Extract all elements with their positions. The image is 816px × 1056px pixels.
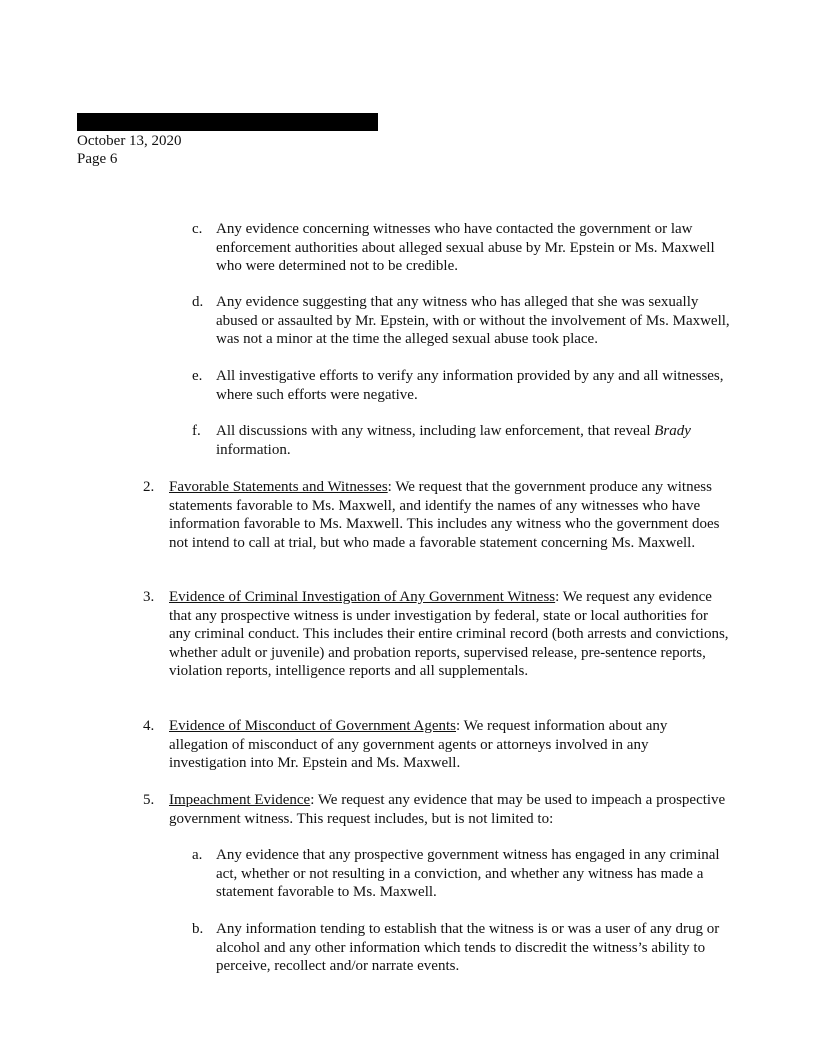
- section-heading: Evidence of Misconduct of Government Agents: [169, 718, 457, 734]
- brady-italic: Brady: [654, 423, 691, 439]
- list-item-text: Any evidence suggesting that any witness who has alleged that she was sexually abused or assaulted by Mr. Epstein, with or without the involvement of Ms. Maxwell, was not a minor at the time the alleged sexual abuse took place.: [216, 294, 730, 347]
- list-marker: 5.: [143, 792, 155, 808]
- list-item-e: [192, 367, 732, 404]
- section-text: : We request any evidence that any prospective witness is under investigation by federal, state or local authorities for any criminal conduct. This includes their entire criminal record (both arrests and convictions, whether adult or juvenile) and probation reports, supervised release, pre-sentence reports, violation reports, intelligence reports and all supplementals.: [169, 589, 729, 679]
- list-marker: d.: [192, 294, 204, 310]
- list-item-3: [143, 588, 729, 681]
- text-before: All discussions with any witness, including law enforcement, that reveal: [216, 423, 655, 439]
- list-marker: a.: [192, 847, 203, 863]
- list-item-5: [143, 791, 729, 828]
- list-item-text: All investigative efforts to verify any information provided by any and all witnesses, where such efforts were negative.: [216, 368, 724, 403]
- list-item-text: [169, 478, 729, 552]
- list-item-2: [143, 478, 729, 552]
- section-heading: Evidence of Criminal Investigation of Any Government Witness: [169, 589, 556, 605]
- redaction-bar: [77, 113, 378, 131]
- text-after: information.: [216, 441, 291, 458]
- list-item-c: [192, 220, 732, 276]
- list-item-b: [192, 920, 730, 976]
- list-marker: e.: [192, 368, 203, 384]
- list-item-text: Any information tending to establish that the witness is or was a user of any drug or alcohol and any other information which tends to discredit the witness’s ability to perceive, recollect and/or narrate events.: [216, 921, 720, 974]
- list-marker: b.: [192, 921, 204, 937]
- list-marker: 4.: [143, 718, 155, 734]
- list-marker: f.: [192, 423, 201, 439]
- list-marker: c.: [192, 221, 203, 237]
- section-text: : We request information about any allegation of misconduct of any government agents or attorneys involved in any investigation into Mr. Epstein and Ms. Maxwell.: [169, 718, 668, 771]
- list-item-text: [169, 588, 729, 681]
- list-item-text: [216, 422, 732, 459]
- list-item-4: [143, 717, 729, 773]
- section-text: : We request any evidence that may be used to impeach a prospective government witness. This request includes, but is not limited to:: [169, 792, 726, 827]
- section-text: : We request that the government produce any witness statements favorable to Ms. Maxwell, and identify the names of any witnesses who have information favorable to Ms. Maxwell. This includes any witness who the government does not intend to call at trial, but who made a favorable statement concerning Ms. Maxwell.: [169, 479, 720, 551]
- list-item-text: Any evidence that any prospective government witness has engaged in any criminal act, whether or not resulting in a conviction, and whether any witness has made a statement favorable to Ms. Maxwell.: [216, 847, 720, 900]
- list-item-text: [169, 791, 729, 828]
- list-item-text: Any evidence concerning witnesses who have contacted the government or law enforcement authorities about alleged sexual abuse by Mr. Epstein or Ms. Maxwell who were determined not to be credible.: [216, 221, 715, 274]
- list-item-f: [192, 422, 732, 459]
- list-item-a: [192, 846, 726, 902]
- letter-date: October 13, 2020: [77, 133, 182, 149]
- list-item-text: [169, 717, 729, 773]
- page-number: Page 6: [77, 151, 118, 167]
- list-item-d: [192, 293, 734, 349]
- list-marker: 2.: [143, 479, 155, 495]
- section-heading: Favorable Statements and Witnesses: [169, 479, 388, 495]
- list-marker: 3.: [143, 589, 155, 605]
- section-heading: Impeachment Evidence: [169, 792, 311, 808]
